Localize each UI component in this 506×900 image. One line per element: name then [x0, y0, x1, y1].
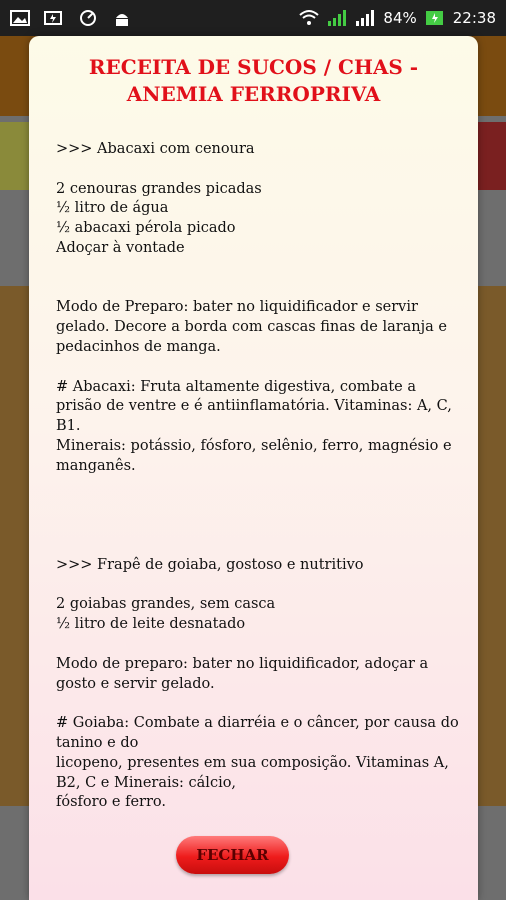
battery-icon [425, 9, 445, 27]
close-button[interactable]: FECHAR [176, 836, 289, 874]
battery-percent: 84% [383, 9, 417, 27]
clock: 22:38 [452, 9, 496, 27]
battery-saver-icon [44, 9, 64, 27]
signal-2-icon [355, 9, 375, 27]
status-bar [0, 0, 506, 36]
wifi-icon [299, 9, 319, 27]
cleaner-icon [78, 9, 98, 27]
signal-icon [327, 9, 347, 27]
dialog-body[interactable]: >>> Abacaxi com cenoura 2 cenouras grandes picadas ½ litro de água ½ abacaxi pérola picado Adoçar à vontade Modo de Preparo: bater no liquidificador e servir gelado. Decore a borda com cascas finas de laranja e pedacinhos de manga. # Abacaxi: Fruta altamente digestiva, combate a prisão de ventre e é antiinflamatória. Vitaminas: A, C, B1. Minerais: potássio, fósforo, selênio, ferro, magnésio e manganês. >>> Frapê de goiaba, gostoso e nutritivo 2 goiabas grandes, sem casca ½ litro de leite desnatado Modo de preparo: bater no liquidificador, adoçar a gosto e servir gelado. # Goiaba: Combate a diarréia e o câncer, por causa do tanino e do licopeno, presentes em sua composição. Vitaminas A, B2, C e Minerais: cálcio, fósforo e ferro. [56, 141, 459, 811]
dialog-title: RECEITA DE SUCOS / CHAS - ANEMIA FERROPRIVA [88, 55, 419, 106]
image-icon [10, 9, 30, 27]
android-icon [112, 9, 132, 27]
recipe-dialog [29, 36, 478, 900]
